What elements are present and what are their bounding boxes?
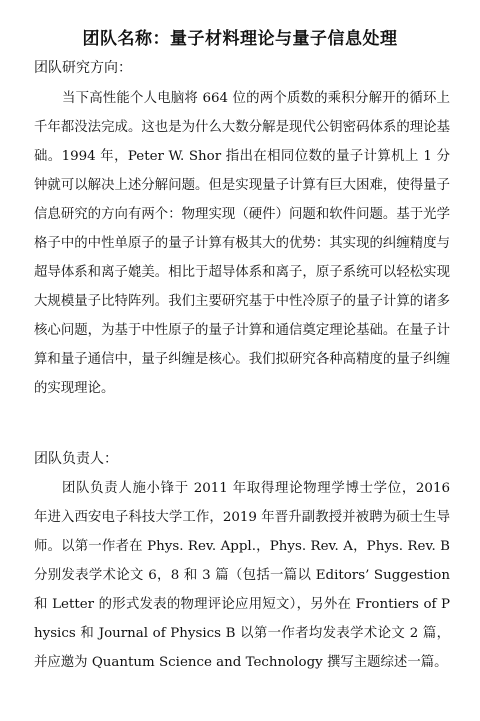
team-leader-heading: 团队负责人： [34, 451, 118, 467]
research-direction-paragraph: 当下高性能个人电脑将 664 位的两个质数的乘积分解开的循环上千年都没法完成。这也是为什么大数分解是现代公钥密码体系的理论基础。1994 年，Peter W. Shor 指出在相同位数的量子计算机上 1 分钟就可以解决上述分解问题。但是实现量子计算有巨大困难，使得量子信息研究的方向有两个：物理实现（硬件）问题和软件问题。基于光学格子中的中性单原子的量子计算有极其大的优势：其实现的纠缠精度与超导体系和离子媲美。相比于超导体系和离子，原子系统可以轻松实现大规模量子比特阵列。我们主要研究基于中性冷原子的量子计算的诸多核心问题，为基于中性原子的量子计算和通信奠定理论基础。在量子计算和量子通信中，量子纠缠是核心。我们拟研究各种高精度的量子纠缠的实现理论。 [34, 91, 450, 396]
research-direction-heading: 团队研究方向： [34, 60, 132, 76]
team-leader-paragraph: 团队负责人施小锋于 2011 年取得理论物理学博士学位，2016 年进入西安电子科技大学工作，2019 年晋升副教授并被聘为硕士生导师。以第一作者在 Phys. Rev. Appl.，Phys. Rev. A，Phys. Rev. B 分别发表学术论文 6，8 和 3 篇（包括一篇以 Editors’ Suggestion 和 Letter 的形式发表的物理评论应用短文），另外在 Frontiers of Physics 和 Journal of Physics B 以第一作者均发表学术论文 2 篇，并应邀为 Quantum Science and Technology 撰写主题综述一篇。 [34, 481, 450, 670]
page-title: 团队名称：量子材料理论与量子信息处理 [82, 29, 398, 49]
